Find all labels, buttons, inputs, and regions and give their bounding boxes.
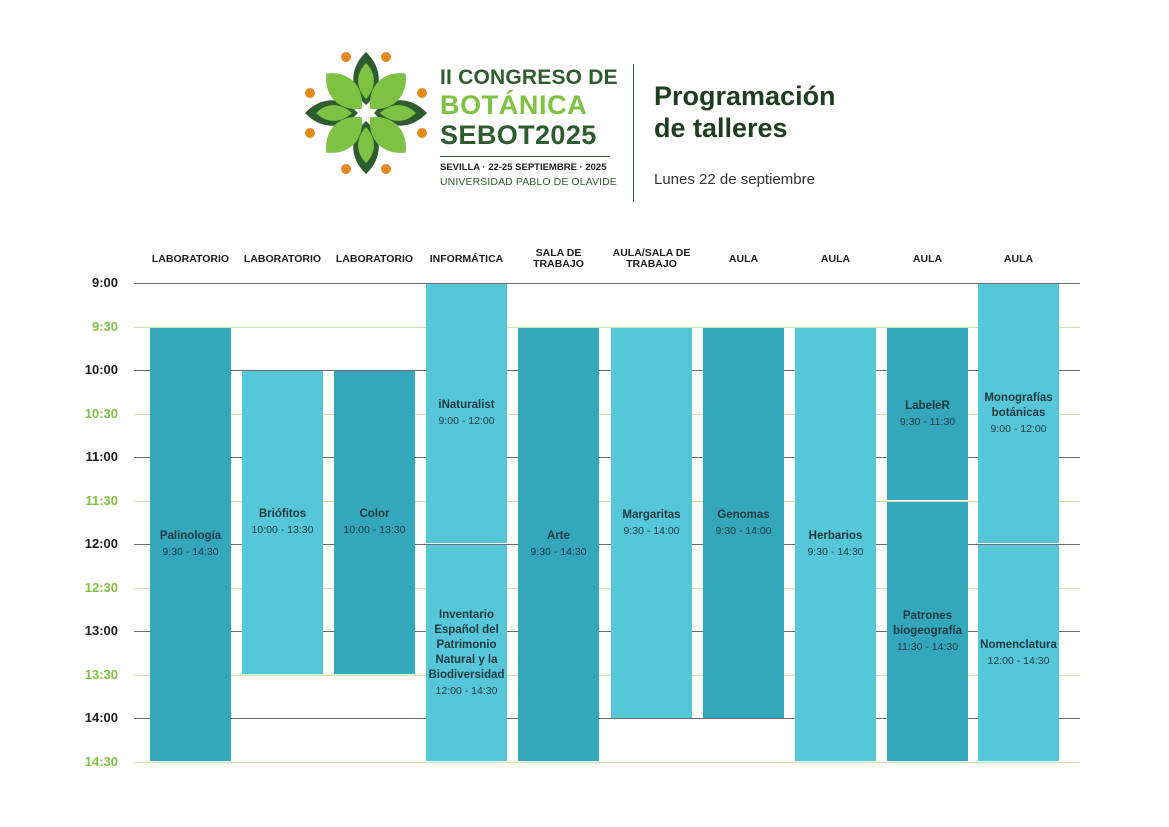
- page-title: Programación de talleres: [654, 81, 836, 143]
- half-hour-line: [134, 762, 1080, 763]
- time-label: 10:00: [84, 362, 118, 377]
- logo-line-university: UNIVERSIDAD PABLO DE OLAVIDE: [440, 176, 617, 188]
- column-header: INFORMÁTICA: [429, 252, 504, 265]
- logo-line-sebot: SEBOT2025: [440, 120, 597, 150]
- column-header: LABORATORIO: [335, 252, 414, 265]
- workshop-time: 9:30 - 14:00: [715, 524, 772, 537]
- workshop-time: 9:30 - 11:30: [899, 415, 956, 428]
- time-label: 12:00: [84, 536, 118, 551]
- column-header: SALA DE TRABAJO: [533, 247, 584, 270]
- workshop-name: Inventario Español del Patrimonio Natural y la Biodiversidad: [428, 608, 505, 681]
- logo-line-botanica: BOTÁNICA: [440, 90, 588, 120]
- workshop-time: 9:00 - 12:00: [438, 415, 495, 427]
- workshop-time: 12:00 - 14:30: [987, 654, 1050, 667]
- workshop-time: 9:30 - 14:30: [162, 546, 219, 558]
- workshop-block[interactable]: [426, 284, 507, 543]
- congress-logo-icon: [303, 50, 429, 176]
- workshop-block[interactable]: [242, 371, 323, 674]
- workshop-block[interactable]: [518, 328, 599, 761]
- workshop-name: Briófitos: [258, 508, 307, 520]
- workshop-block[interactable]: [795, 328, 876, 761]
- column-header: LABORATORIO: [243, 252, 322, 265]
- time-label: 11:30: [85, 493, 118, 508]
- day-label: Lunes 22 de septiembre: [654, 171, 815, 188]
- workshop-name: Genomas: [717, 508, 770, 521]
- workshop-name: Palinología: [159, 530, 222, 542]
- workshop-name: Nomenclatura: [980, 638, 1057, 651]
- workshop-block[interactable]: [334, 371, 415, 674]
- workshop-name: LabeleR: [905, 399, 950, 412]
- workshop-block[interactable]: [978, 284, 1059, 543]
- logo-line-dates: SEVILLA · 22-25 SEPTIEMBRE · 2025: [440, 162, 607, 173]
- time-label: 9:30: [91, 319, 118, 334]
- workshop-name: Patrones biogeografía: [892, 609, 962, 637]
- workshop-block[interactable]: [426, 545, 507, 761]
- time-label: 11:00: [85, 449, 118, 464]
- time-label: 13:00: [84, 623, 118, 638]
- workshop-time: 12:00 - 14:30: [435, 684, 498, 697]
- time-label: 14:30: [84, 754, 118, 769]
- workshop-block[interactable]: [150, 328, 231, 761]
- time-label: 14:00: [84, 710, 118, 725]
- workshop-time: 11:30 - 14:30: [896, 640, 959, 653]
- workshop-name: Margaritas: [622, 508, 681, 521]
- workshop-block[interactable]: [978, 545, 1059, 761]
- workshop-time: 9:30 - 14:00: [623, 524, 680, 537]
- logo-line-congress: II CONGRESO DE: [440, 66, 618, 89]
- workshop-time: 10:00 - 13:30: [343, 524, 406, 536]
- workshop-name: iNaturalist: [438, 399, 495, 411]
- time-label: 9:00: [91, 275, 118, 290]
- time-label: 12:30: [84, 580, 118, 595]
- workshop-block[interactable]: [887, 328, 968, 500]
- time-label: 13:30: [84, 667, 118, 682]
- column-header: AULA/SALA DE TRABAJO: [612, 247, 691, 270]
- workshop-block[interactable]: [611, 328, 692, 718]
- header-divider: [633, 64, 634, 202]
- workshop-time: 9:30 - 14:30: [530, 546, 587, 558]
- column-header: AULA: [1003, 252, 1034, 265]
- workshop-name: Color: [359, 508, 390, 520]
- workshop-block[interactable]: [887, 502, 968, 761]
- column-header: LABORATORIO: [151, 252, 230, 265]
- workshop-time: 9:00 - 12:00: [990, 422, 1047, 435]
- workshop-block[interactable]: [703, 328, 784, 718]
- column-header: AULA: [912, 252, 943, 265]
- hour-line: [134, 283, 1080, 284]
- workshop-time: 10:00 - 13:30: [251, 524, 314, 536]
- logo-rule: [440, 156, 610, 157]
- time-label: 10:30: [84, 406, 118, 421]
- workshop-name: Arte: [546, 530, 570, 542]
- congress-logo-text: [440, 66, 618, 189]
- column-header: AULA: [820, 252, 851, 265]
- workshop-name: Monografías botánicas: [984, 391, 1053, 419]
- workshop-time: 9:30 - 14:30: [807, 546, 864, 558]
- column-header: AULA: [728, 252, 759, 265]
- workshop-name: Herbarios: [808, 530, 863, 542]
